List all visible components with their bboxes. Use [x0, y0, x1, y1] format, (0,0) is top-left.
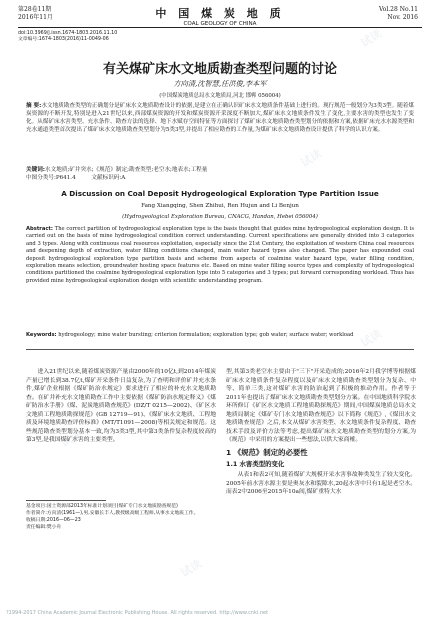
doi: doi:10.3969/j.issn.1674-1803.2016.11.10	[18, 31, 118, 36]
section-divider	[26, 349, 414, 350]
body-paragraph: 进入21世纪以来,随着煤炭资源产量由2000年的10亿t,到2014年煤炭产量已增长到38.7亿t,煤矿开采条件日益复杂,为了查明和评价矿井充水条件,煤矿企业根据《煤矿防治水规定》要求进行了相应的补充水文地质勘查。在矿井补充水文地质勘查工作中主要依据《煤矿防治水规定释义》《煤矿防治水手册》《煤、泥炭地质勘查规范》(DZ/T 0215—2002)、《矿区水文地质工程地质勘探规范》(GB 12719—91)、《煤矿床水文地质、工程地质及环境地质勘查评价标准》(MT/T1091—2008)等相关规定和规范。这些规范勘查类型划分基本一致,均为3类3型,其中第3类条件复杂程度较高的第3型,是我国煤矿水害的主要类型。	[26, 369, 216, 444]
authors: 方向清,沈智慧,任洪俊,李本军	[173, 79, 267, 88]
doi-block	[18, 31, 117, 44]
english-affiliation: (Hydrogeological Exploration Bureau, CNACG, Handan, Hebei 056004)	[122, 214, 318, 220]
abstract-label: 摘 要:	[26, 103, 42, 109]
volume-cn: 第28卷11期	[18, 6, 52, 13]
copyright-footer: ?1994-2017 China Academic Journal Electronic Publishing House. All rights reserved. http://www.cnki.net	[6, 610, 269, 616]
date-cn: 2016年11月	[18, 14, 53, 21]
keywords-en-text: hydrogeology; mine water bursting; criterion formulation; exploration type; gob water; surface water; workload	[58, 332, 354, 338]
abstract-en-text: The correct partition of hydrogeological exploration type is the basis thought that guides mine hydrogeological exploration design. It is carried out on the basis of mine hydrogeological condition correct understanding. Current specifications are generally divided into 3 categories and 3 types. Along with continuous coal resources exploitation, especially since the 21st Century, the exploitation of western China coal resources and deepening depth of extraction, water filling conditions changed, main water hazard types also changed. The paper has expounded coal deposit hydrogeological exploration type partition basis and scheme from aspects of coalmine water hazard type, water filling condition, exploration means selection, groundwater hosting space features etc. Based on mine water filling source types and complexity of hydrogeological conditions partitioned the coalmine hydrogeological exploration type into 5 categories and 3 types; put forward corresponding workload. Thus has provided mine hydrogeological exploration design with scientific understanding program.	[26, 226, 414, 284]
date-en: Nov. 2016	[387, 14, 418, 21]
keywords-cn	[26, 166, 414, 174]
journal-name-en: COAL GEOLOGY OF CHINA	[183, 21, 257, 27]
document-code: 文献标识码:A	[91, 175, 126, 181]
abstract-cn	[26, 102, 414, 134]
header-rule	[18, 27, 422, 28]
body-paragraph: 型,其第3类老空水主要由于"三下"开采造成的;2016年2月我学博等根据煤矿床水文地质条件复杂程度以及矿床水文地质勘查类型划分为复杂、中等、简单三类,这对煤矿水害的防治起到了积极的推动作用。作者等于2011年也提出了煤矿床水文地质勘查类型划分方案。在中国地质科学院水环所修订《矿区水文地质工程地质勘探规范》期间,中国煤炭地质总局水文地质局制定《煤矿专门水文地质勘查规范》以下简称《规范》,《煤田水文地质勘查规范》之后,本文从煤矿水害类型、水文地质条件复杂程度、勘查技术手段及评价方法等考虑,提出煤矿床水文地质勘查类型的划分方案,为《规范》中采用的方案提出一些想法,以供大家商榷。	[226, 369, 416, 444]
footnotes	[26, 503, 216, 531]
watermark: 试读	[178, 557, 205, 580]
english-title: A Discussion on Coal Deposit Hydrogeological Exploration Type Partition Issue	[61, 189, 379, 198]
footnote-author: 作者简介:方向清(1961—),男,安徽长丰人,教授级高级工程师,从事水文地质工作。	[26, 511, 199, 517]
keywords-label: 关键词:	[26, 167, 46, 173]
journal-name-cn: 中 国 煤 炭 地 质	[155, 7, 285, 20]
abstract-en	[26, 226, 414, 285]
footnote-editor: 责任编辑:樊小舟	[26, 525, 62, 531]
abstract-en-label: Abstract:	[26, 226, 53, 232]
article-number: 文章编号:1674-1803(2016)11-0049-06	[18, 37, 109, 43]
classification	[26, 174, 414, 182]
footnote-rule	[26, 500, 106, 501]
watermark: 试读	[298, 477, 325, 500]
watermark: 试读	[298, 147, 325, 170]
clc-number: 中图分类号:P641.4	[26, 175, 76, 181]
body-paragraph: 从表1和表2可知,随着煤矿大规模开采水害事故种类发生了较大变化。2005年前水害水源主要是奥灰水和裂隙水,20起水害中只有1起是老空水。而表2中2006至2015年10a间,煤矿重特大水	[226, 472, 416, 496]
footnote-received: 收稿日期:2016—06—23	[26, 518, 81, 524]
watermark: 试读	[358, 327, 385, 350]
footnote-fund: 基金项目:国土资源部2013年标准计划项目(煤矿专门水文地质勘查规范)	[26, 504, 178, 509]
watermark: 试读	[358, 27, 385, 50]
section-heading-1-1: 1.1 水害类型的变化	[226, 460, 285, 469]
body-column-right	[226, 368, 416, 497]
keywords-en-label: Keywords:	[26, 332, 57, 338]
keywords-text: 水文地质;矿井突水;《规范》制定;勘查类型;老空水;地表水;工程量	[45, 167, 208, 173]
watermark: 试读	[118, 257, 145, 280]
english-authors: Fang Xiangqing, Shen Zhihui, Ren Hujun and Li Benjun	[141, 203, 299, 209]
header-right	[379, 6, 418, 22]
section-heading-1: 1 《规范》制定的必要性	[226, 447, 308, 457]
body-column-left	[26, 368, 216, 445]
affiliation: (中国煤炭地质总局水文地质局,河北 邯郸 056004)	[159, 93, 281, 99]
abstract-text: 水文地质勘查类型的正确划分是矿床水文地质勘查设计的依据,是建立在正确认识矿床水文地质条件基础上进行的。现行规范一般划分为3类3型。随着煤炭资源的不断开发,特别是进入21世纪以来,西部煤炭资源的开发和煤炭资源开采深度不断加大,煤矿床水文地质条件发生了变化,主要水害的类型也发生了变化。从煤矿床水害类型、充水条件、勘查方法的选择、地下水赋存空间特征等方面探讨了煤矿床水文地质勘查类型划分的依据和方案,依据矿床充水水源类型和充水通道类型首次提出了煤矿床水文地质勘查类型划分为5类3型,并提出了相应勘查的工作量,为煤矿床水文地质勘查设计提供了科学的认识方案。	[26, 103, 415, 134]
article-title: 有关煤矿床水文地质勘查类型问题的讨论	[102, 62, 337, 77]
watermark: 试读	[58, 427, 85, 450]
volume-en: Vol.28 No.11	[378, 6, 418, 13]
header-center	[0, 5, 440, 27]
keywords-en	[26, 332, 414, 339]
